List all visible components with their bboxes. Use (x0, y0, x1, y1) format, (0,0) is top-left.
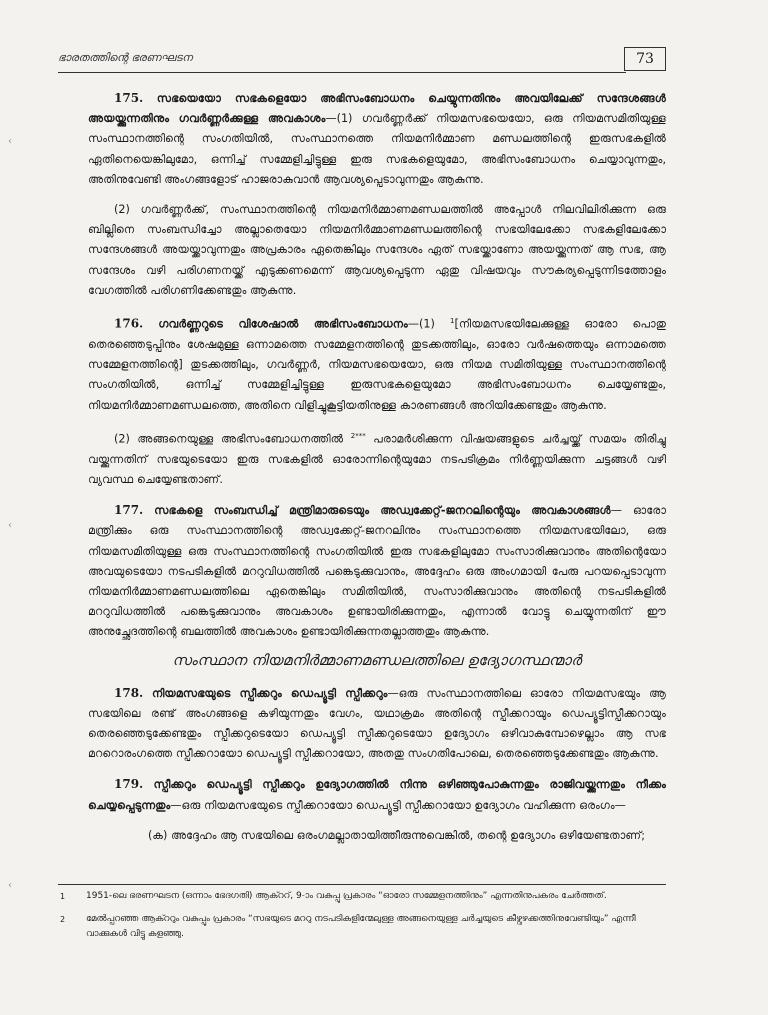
article-number: 176. (114, 316, 144, 331)
article-number: 179. (114, 777, 144, 792)
scan-artifact: ‹ (8, 880, 12, 891)
footnote (58, 912, 666, 942)
article-number: 178. (114, 685, 144, 700)
clause-text: പരാമർശിക്കുന്ന വിഷയങ്ങളുടെ ചർച്ചയ്ക്ക് സമയം തിരിച്ചു വയ്ക്കുന്നതിന് സഭയുടെയോ ഇരു സഭകളിൽ ഓരോന്നിന്റെയുമോ നടപടിക്രമം നിർണ്ണയിക്കുന്ന ചട്ടങ്ങൾ വഴി വ്യവസ്ഥ ചെയ്യേണ്ടതാണ്. (88, 432, 666, 486)
footnote (58, 889, 666, 904)
footnote-mark: 2 (60, 915, 66, 924)
article-text: — ഓരോ മന്ത്രിക്കും ഒരു സംസ്ഥാനത്തിന്റെ അഡ്വക്കേറ്റ്-ജനറലിനും സംസ്ഥാനത്തെ നിയമസഭയിലോ, ഒരു നിയമസമിതിയുള്ള ഒരു സംസ്ഥാനത്തിന്റെ സംഗതിയിൽ ഇരു സഭകളിലുമോ സംസാരിക്കുവാനും അതിന്റെയോ അവയുടെയോ നടപടികളിൽ മററുവിധത്തിൽ പങ്കെടുക്കുവാനും, അദ്ദേഹം ഒരു അംഗമായി പേരു പറയപ്പെടാവുന്ന നിയമനിർമ്മാണമണ്ഡലത്തിലെ ഏതെങ്കിലും സമിതിയിൽ, സംസാരിക്കുവാനും അതിന്റെ നടപടികളിൽ മററുവിധത്തിൽ പങ്കെടുക്കുവാനും അവകാശം ഉണ്ടായിരിക്കുന്നതും, എന്നാൽ വോട്ടു ചെയ്യുന്നതിന് ഈ അനുച്ഛേദത്തിന്റെ ബലത്തിൽ അവകാശം ഉണ്ടായിരിക്കുന്നതല്ലാത്തതും ആകുന്നു. (88, 504, 666, 639)
article-177 (88, 500, 666, 642)
footnote-text: മേൽപ്പറഞ്ഞ ആക്ററും വകുപ്പും പ്രകാരം “സഭയുടെ മററു നടപടികളിന്മേലുള്ള അങ്ങനെയുള്ള ചർച്ചയുടെ കീഴ്വഴക്കത്തിനുവേണ്ടിയും” എന്നീ വാക്കുകൾ വിട്ടു കളഞ്ഞു. (86, 914, 636, 939)
article-176-clause-2 (88, 426, 666, 490)
article-176 (88, 311, 666, 416)
section-title: സംസ്ഥാന നിയമനിർമ്മാണമണ്ഡലത്തിലെ ഉദ്യോഗസ്ഥന്മാർ (172, 652, 582, 669)
article-dash: —(1) (407, 317, 451, 331)
footnote-mark: 1 (60, 892, 66, 901)
article-number: 175. (114, 91, 144, 105)
running-title: ഭാരതത്തിന്റെ ഭരണഘടന (58, 51, 193, 64)
article-heading: സഭയെയോ സഭകളെയോ അഭിസംബോധനം ചെയ്യുന്നതിനും അവയിലേക്ക് സന്ദേശങ്ങൾ അയയ്ക്കുന്നതിനും ഗവർണ്ണർക്കുള്ള അവകാശം (88, 92, 666, 126)
page-header (58, 47, 666, 73)
article-175-clause-2: (2) ഗവർണ്ണർക്ക്, സംസ്ഥാനത്തിന്റെ നിയമനിർമ്മാണമണ്ഡലത്തിൽ അപ്പോൾ നിലവിലിരിക്കുന്ന ഒരു ബില്ലിനെ സംബന്ധിച്ചോ അല്ലാതെയോ നിയമനിർമ്മാണമണ്ഡലത്തിന്റെ സഭയിലേക്കോ സഭകളിലേക്കോ സന്ദേശങ്ങൾ അയയ്ക്കാവുന്നതും അപ്രകാരം ഏതെങ്കിലും സന്ദേശം ഏത് സഭയ്ക്കാണോ അയയ്ക്കുന്നത് ആ സഭ, ആ സന്ദേശം വഴി പരിഗണനയ്ക്ക് എടുക്കണമെന്ന് ആവശ്യപ്പെടുന്ന ഏതു വിഷയവും സൗകര്യപ്പെടുന്നിടത്തോളം വേഗത്തിൽ പരിഗണിക്കേണ്ടതും ആകുന്നു. (88, 203, 666, 297)
article-heading: നിയമസഭയുടെ സ്പീക്കറും ഡെപ്യൂട്ടി സ്പീക്കറും (152, 686, 388, 700)
article-heading: സ്പീക്കറും ഡെപ്യൂട്ടി സ്പീക്കറും ഉദ്യോഗത്തിൽ നിന്നു ഒഴിഞ്ഞുപോകുന്നതും രാജിവയ്ക്കുന്നതും നീക്കം ചെയ്യപ്പെടുന്നതും (88, 778, 666, 812)
footnote-text: 1951-ലെ ഭരണഘടന (ഒന്നാം ഭേദഗതി) ആക്ററ്, 9-ാം വകുപ്പു പ്രകാരം “ഓരോ സമ്മേളനത്തിനും” എന്നതിനുപകരം ചേർത്തത്. (86, 891, 607, 901)
article-178 (88, 683, 666, 765)
clause-text: (2) അങ്ങനെയുള്ള അഭിസംബോധനത്തിൽ (114, 432, 351, 446)
footnote-ref: 2*** (350, 431, 366, 440)
article-number: 177. (114, 503, 144, 518)
article-175 (88, 88, 666, 190)
article-text: [നിയമസഭയിലേക്കുള്ള ഓരോ പൊതു തെരഞ്ഞെടുപ്പിനും ശേഷമുള്ള ഒന്നാമത്തെ സമ്മേളനത്തിന്റെ തുടക്കത്തിലും, ഓരോ വർഷത്തെയും ഒന്നാമത്തെ സമ്മേളനത്തിന്റെ] തുടക്കത്തിലും, ഗവർണ്ണർ, നിയമസഭയെയോ, ഒരു നിയമ സമിതിയുള്ള സംസ്ഥാനത്തിന്റെ സംഗതിയിൽ, ഒന്നിച്ച് സമ്മേളിച്ചിട്ടുള്ള ഇരുസഭകളെയുമോ അഭിസംബോധനം ചെയ്യേണ്ടതും, നിയമനിർമ്മാണമണ്ഡലത്തെ, അതിനെ വിളിച്ചുകൂട്ടിയതിനുള്ള കാരണങ്ങൾ അറിയിക്കേണ്ടതും ആകുന്നു. (88, 317, 666, 412)
article-text: —ഒരു നിയമസഭയുടെ സ്പീക്കറായോ ഡെപ്യൂട്ടി സ്പീക്കറായോ ഉദ്യോഗം വഹിക്കുന്ന ഒരംഗം— (170, 798, 626, 812)
page-number: 73 (624, 47, 666, 71)
article-179 (88, 774, 666, 815)
article-heading: സഭകളെ സംബന്ധിച്ച് മന്ത്രിമാരുടെയും അഡ്വക്കേറ്റ്-ജനറലിന്റെയും അവകാശങ്ങൾ (154, 504, 611, 518)
footnotes (58, 884, 666, 950)
article-179-sub-clause-a: (ക) അദ്ദേഹം ആ സഭയിലെ ഒരംഗമല്ലാതായിത്തീരുന്നുവെങ്കിൽ, തന്റെ ഉദ്യോഗം ഒഴിയേണ്ടതാണ്; (148, 828, 646, 842)
article-text: —ഒരു സംസ്ഥാനത്തിലെ ഓരോ നിയമസഭയും ആ സഭയിലെ രണ്ട് അംഗങ്ങളെ കഴിയുന്നതും വേഗം, യഥാക്രമം അതിന്റെ സ്പീക്കറായും ഡെപ്യൂട്ടിസ്പീക്കറായും തെരഞ്ഞെടുക്കേണ്ടതും സ്പീക്കറുടെയോ ഡെപ്യൂട്ടി സ്പീക്കറുടെയോ ഉദ്യോഗം ഒഴിവാകുമ്പോഴെല്ലാം ആ സഭ മററൊരംഗത്തെ സ്പീക്കറായോ ഡെപ്യൂട്ടി സ്പീക്കറായോ, അതതു സംഗതിപോലെ, തെരഞ്ഞെടുക്കേണ്ടതും ആകുന്നു. (88, 686, 667, 761)
scan-artifact: ‹ (8, 520, 12, 531)
header-rule (58, 72, 626, 73)
article-heading: ഗവർണ്ണറുടെ വിശേഷാൽ അഭിസംബോധനം (158, 317, 408, 331)
page-body (88, 88, 666, 846)
footnote-ref: 1 (450, 317, 455, 326)
article-text: —(1) ഗവർണ്ണർക്ക് നിയമസഭയെയോ, ഒരു നിയമസമിതിയുള്ള സംസ്ഥാനത്തിന്റെ സംഗതിയിൽ, സംസ്ഥാനത്തെ നിയമനിർമ്മാണ മണ്ഡലത്തിന്റെ ഇരുസഭകളിൽ ഏതിനെയെങ്കിലുമോ, ഒന്നിച്ച് സമ്മേളിച്ചിട്ടുള്ള ഇരു സഭകളെയുമോ, അഭിസംബോധനം ചെയ്യാവുന്നതും, അതിനുവേണ്ടി അംഗങ്ങളോട് ഹാജരാകുവാൻ ആവശ്യപ്പെടാവുന്നതും ആകുന്നു. (88, 112, 666, 186)
scan-artifact: ‹ (8, 136, 12, 147)
